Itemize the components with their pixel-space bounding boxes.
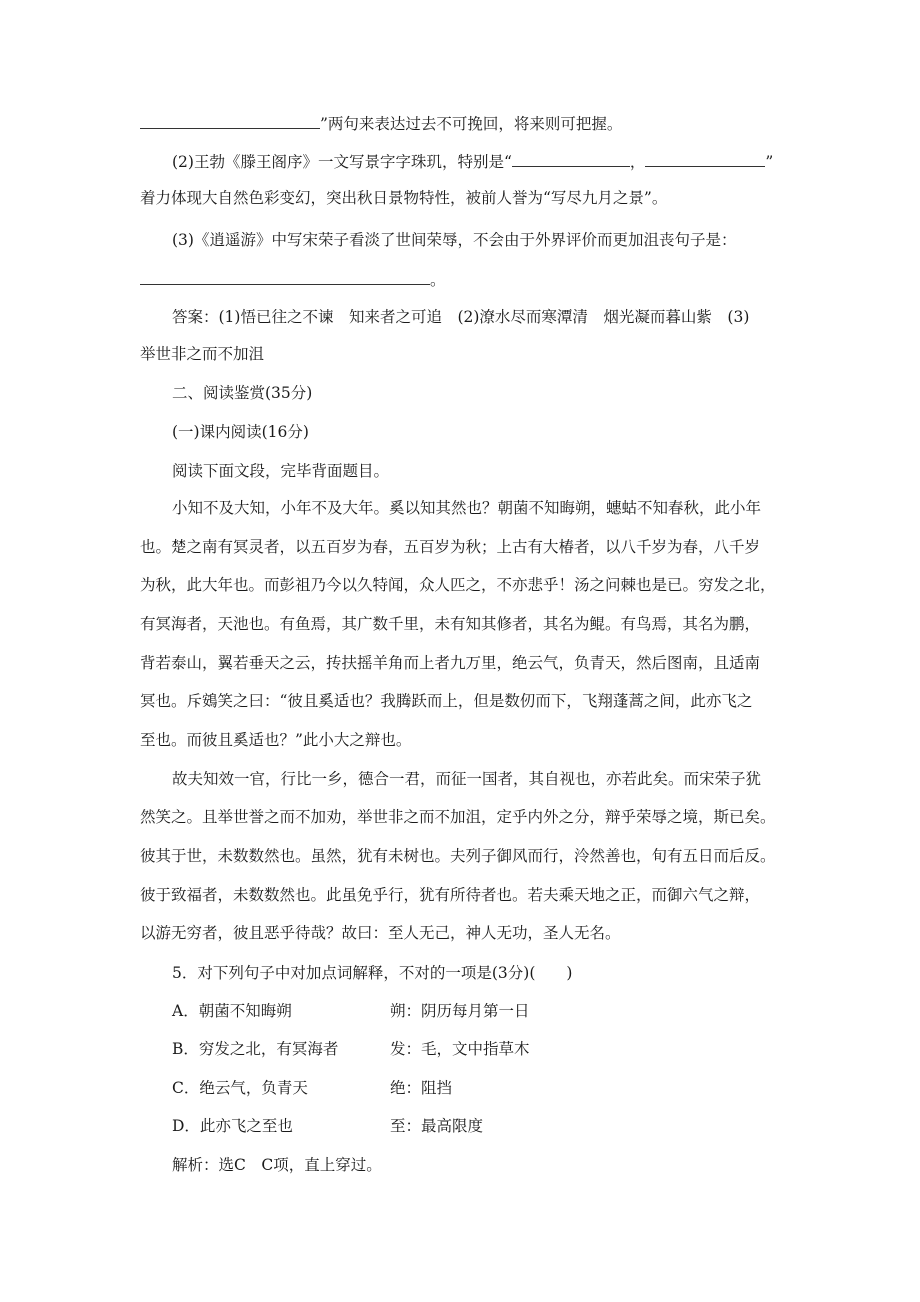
option-gloss: 朔：阴历每月第一日 bbox=[390, 1002, 530, 1020]
answer-blank bbox=[140, 112, 320, 129]
option-label: D．此亦飞之至也 bbox=[172, 1117, 293, 1135]
passage-line: 至也。而彼且奚适也？”此小大之辩也。 bbox=[140, 731, 412, 749]
question-5-stem: 5．对下列句子中对加点词解释，不对的一项是(3分)( ) bbox=[172, 964, 573, 982]
period: 。 bbox=[430, 271, 446, 289]
passage-line: 故夫知效一官，行比一乡，德合一君，而征一国者，其自视也，亦若此矣。而宋荣子犹 bbox=[172, 770, 762, 788]
answer-line-1: 答案：(1)悟已往之不谏 知来者之可追 (2)潦水尽而寒潭清 烟光凝而暮山紫 (3) bbox=[172, 308, 750, 326]
passage-line: 有冥海者，天池也。有鱼焉，其广数千里，未有知其修者，其名为鲲。有鸟焉，其名为鹏， bbox=[140, 615, 761, 633]
section-subtitle: (一)课内阅读(16分) bbox=[172, 423, 309, 441]
passage-line: 冥也。斥鴳笑之曰：“彼且奚适也？我腾跃而上，但是数仞而下，飞翔蓬蒿之间，此亦飞之 bbox=[140, 692, 753, 710]
fill-in-text: ”两句来表达过去不可挽回，将来则可把握。 bbox=[320, 115, 623, 133]
section-title: 二、阅读鉴赏(35分) bbox=[172, 384, 313, 402]
analysis: 解析：选C C项，直上穿过。 bbox=[172, 1156, 382, 1174]
option-gloss: 绝：阻挡 bbox=[390, 1079, 453, 1097]
option-label: C．绝云气，负青天 bbox=[172, 1079, 308, 1097]
option-d bbox=[172, 1115, 792, 1137]
answer-blank bbox=[512, 150, 630, 167]
passage-line: 小知不及大知，小年不及大年。奚以知其然也？朝菌不知晦朔，蟪蛄不知春秋，此小年 bbox=[172, 499, 762, 517]
answer-blank bbox=[645, 150, 765, 167]
option-label: A．朝菌不知晦朔 bbox=[172, 1002, 292, 1020]
comma: ， bbox=[629, 153, 646, 171]
option-label: B．穷发之北，有冥海者 bbox=[172, 1040, 339, 1058]
close-quote: ” bbox=[765, 153, 774, 171]
question-3-line: (3)《逍遥游》中写宋荣子看淡了世间荣辱，不会由于外界评价而更加沮丧句子是： bbox=[172, 231, 737, 249]
option-b bbox=[172, 1038, 792, 1060]
passage-line: 彼于致福者，未数数然也。此虽免乎行，犹有所待者也。若夫乘天地之正，而御六气之辩， bbox=[140, 886, 761, 904]
option-gloss: 至：最高限度 bbox=[390, 1117, 484, 1135]
option-gloss: 发：毛，文中指草木 bbox=[390, 1040, 530, 1058]
passage-line: 以游无穷者，彼且恶乎待哉？故曰：至人无己，神人无功，圣人无名。 bbox=[140, 924, 621, 942]
answer-line-2: 举世非之而不加沮 bbox=[140, 345, 265, 363]
passage-line: 为秋，此大年也。而彭祖乃今以久特闻，众人匹之，不亦悲乎！汤之问棘也是已。穷发之北， bbox=[140, 576, 776, 594]
option-c bbox=[172, 1077, 792, 1099]
instruction: 阅读下面文段，完毕背面题目。 bbox=[172, 462, 390, 480]
passage-line: 背若泰山，翼若垂天之云，抟扶摇羊角而上者九万里，绝云气，负青天，然后图南，且适南 bbox=[140, 654, 761, 672]
question-2-text: (2)王勃《滕王阁序》一文写景字字珠玑，特别是“ bbox=[172, 153, 512, 171]
question-2-continuation: 着力体现大自然色彩变幻，突出秋日景物特性，被前人誉为“写尽九月之景”。 bbox=[140, 189, 668, 207]
question-2-line bbox=[172, 150, 792, 173]
question-3-blank-line bbox=[140, 268, 790, 291]
passage-line: 然笑之。且举世誉之而不加劝，举世非之而不加沮，定乎内外之分，辩乎荣辱之境，斯已矣。 bbox=[140, 808, 776, 826]
option-a bbox=[172, 1000, 792, 1022]
passage-line: 也。楚之南有冥灵者，以五百岁为春，五百岁为秋；上古有大椿者，以八千岁为春，八千岁 bbox=[140, 538, 761, 556]
passage-line: 彼其于世，未数数然也。虽然，犹有未树也。夫列子御风而行，泠然善也，旬有五日而后反。 bbox=[140, 847, 776, 865]
fill-in-line-1 bbox=[140, 112, 790, 135]
answer-blank bbox=[140, 268, 430, 285]
